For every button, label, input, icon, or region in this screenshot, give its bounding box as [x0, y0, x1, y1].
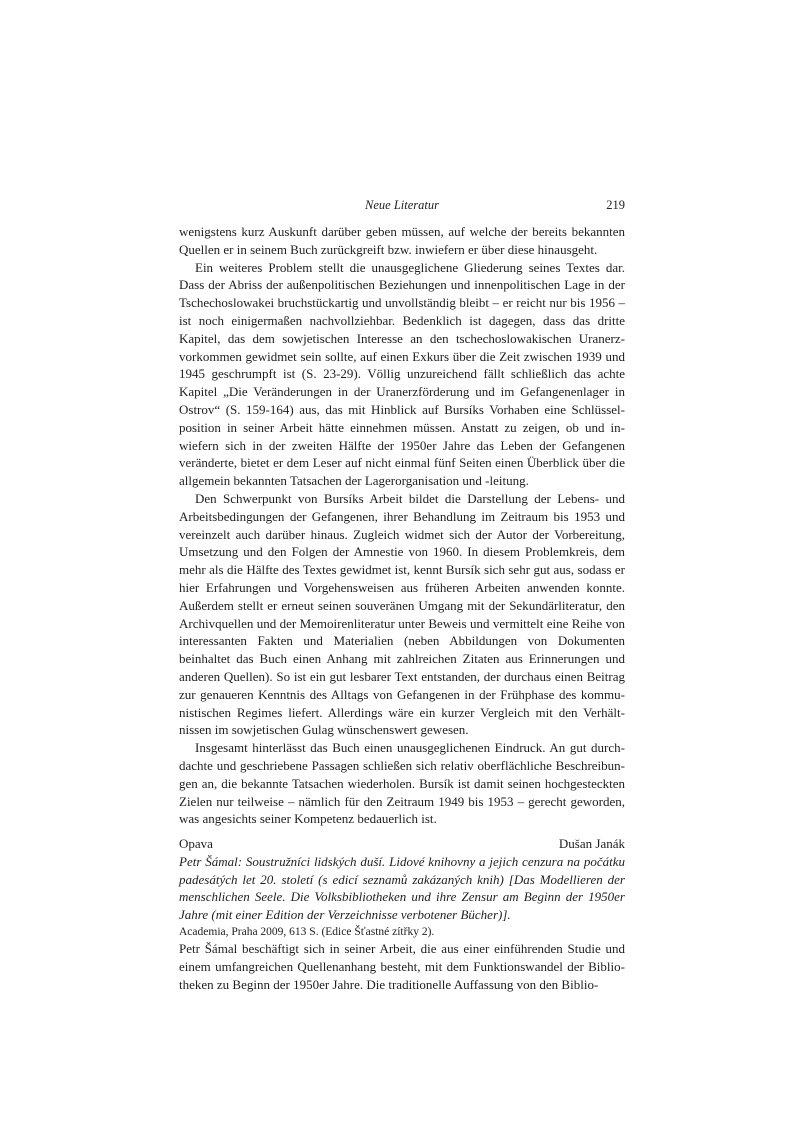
paragraph: Den Schwerpunkt von Bursíks Arbeit bildet die Darstellung der Lebens- und Arbeitsbedingungen der Gefangenen, ihrer Behandlung im Zeitraum bis 1953 und vereinzelt auch darüber hinaus. Zugleich widmet sich der Autor der Vorbereitung, Umsetzung und den Folgen der Amnestie von 1960. In diesem Problemkreis, dem mehr als die Hälfte des Textes gewidmet ist, kennt Bursík sich sehr gut aus, sodass er hier Erfahrungen und Vorgehensweisen aus früheren Arbeiten anwenden konnte. Außerdem stellt er erneut seinen souveränen Umgang mit der Sekundärliteratur, den Archivquellen und der Memoirenliteratur unter Beweis und vermittelt eine Reihe von interessanten Fakten und Materialien (neben Abbildungen von Dokumenten beinhaltet das Buch einen Anhang mit zahlreichen Zitaten aus Erinnerungen und anderen Quellen). So ist ein gut lesbarer Text entstanden, der durchaus einen Beitrag zur genaueren Kenntnis des Alltags von Gefangenen in der Frühphase des kommunistischen Regimes liefert. Allerdings wäre ein kurzer Vergleich mit den Verhältnissen im sowjetischen Gulag wünschenswert gewesen.	[179, 490, 625, 738]
running-title: Neue Literatur	[365, 198, 439, 212]
page-number: 219	[606, 198, 625, 212]
review-signature	[179, 835, 625, 853]
paragraph: Ein weiteres Problem stellt die unausgeglichene Gliederung seines Textes dar. Dass der Abriss der außenpolitischen Beziehungen und innenpolitischen Lage in der Tschechoslowakei bruchstückartig und unvollständig bleibt – er reicht nur bis 1956 – ist noch einigermaßen nachvollziehbar. Bedenklich ist dagegen, dass das dritte Kapitel, das dem sowjetischen Interesse an den tschechoslowakischen Uranerzvorkommen gewidmet sein sollte, auf einen Exkurs über die Zeit zwischen 1939 und 1945 geschrumpft ist (S. 23-29). Völlig unzureichend fällt schließlich das achte Kapitel „Die Veränderungen in der Uranerzförderung und im Gefangenenlager in Ostrov“ (S. 159-164) aus, das mit Hinblick auf Bursíks Vorhaben eine Schlüsselposition in seiner Arbeit hätte einnehmen müssen. Anstatt zu zeigen, ob und inwiefern sich in der zweiten Hälfte der 1950er Jahre das Leben der Gefangenen veränderte, bietet er dem Leser auf nicht einmal fünf Seiten einen Überblick über die allgemein bekannten Tatsachen der Lagerorganisation und -leitung.	[179, 259, 625, 489]
page-header	[179, 196, 625, 214]
signature-author: Dušan Janák	[558, 836, 625, 852]
page-body	[179, 223, 625, 993]
signature-place: Opava	[179, 836, 213, 852]
review-opening-paragraph: Petr Šámal beschäftigt sich in seiner Arbeit, die aus einer einführenden Studie und einem umfangreichen Quellenanhang besteht, mit dem Funktionswandel der Bibliotheken zu Beginn der 1950er Jahre. Die traditionelle Auffassung von den Biblio-	[179, 941, 625, 992]
paragraph: wenigstens kurz Auskunft darüber geben müssen, auf welche der bereits bekannten Quellen er in seinem Buch zurückgreift bzw. inwiefern er über diese hinausgeht.	[179, 224, 625, 257]
reviewed-book-title: Petr Šámal: Soustružníci lidských duší. Lidové knihovny a jejich cenzura na počátku padesátých let 20. století (s edicí seznamů zakázaných knih) [Das Modellieren der menschlichen Seele. Die Volksbibliotheken und ihre Zensur am Beginn der 1950er Jahre (mit einer Edition der Verzeichnisse verbotener Bücher)].	[179, 853, 625, 923]
publication-info: Academia, Praha 2009, 613 S. (Edice Šťastné zítřky 2).	[179, 926, 435, 939]
paragraph: Insgesamt hinterlässt das Buch einen unausgeglichenen Eindruck. An gut durchdachte und geschriebene Passagen schließen sich relativ oberflächliche Beschreibungen an, die bekannte Tatsachen wiederholen. Bursík ist damit seinen hochgesteckten Zielen nur teilweise – nämlich für den Zeitraum 1949 bis 1953 – gerecht geworden, was angesichts seiner Kompetenz bedauerlich ist.	[179, 740, 625, 827]
